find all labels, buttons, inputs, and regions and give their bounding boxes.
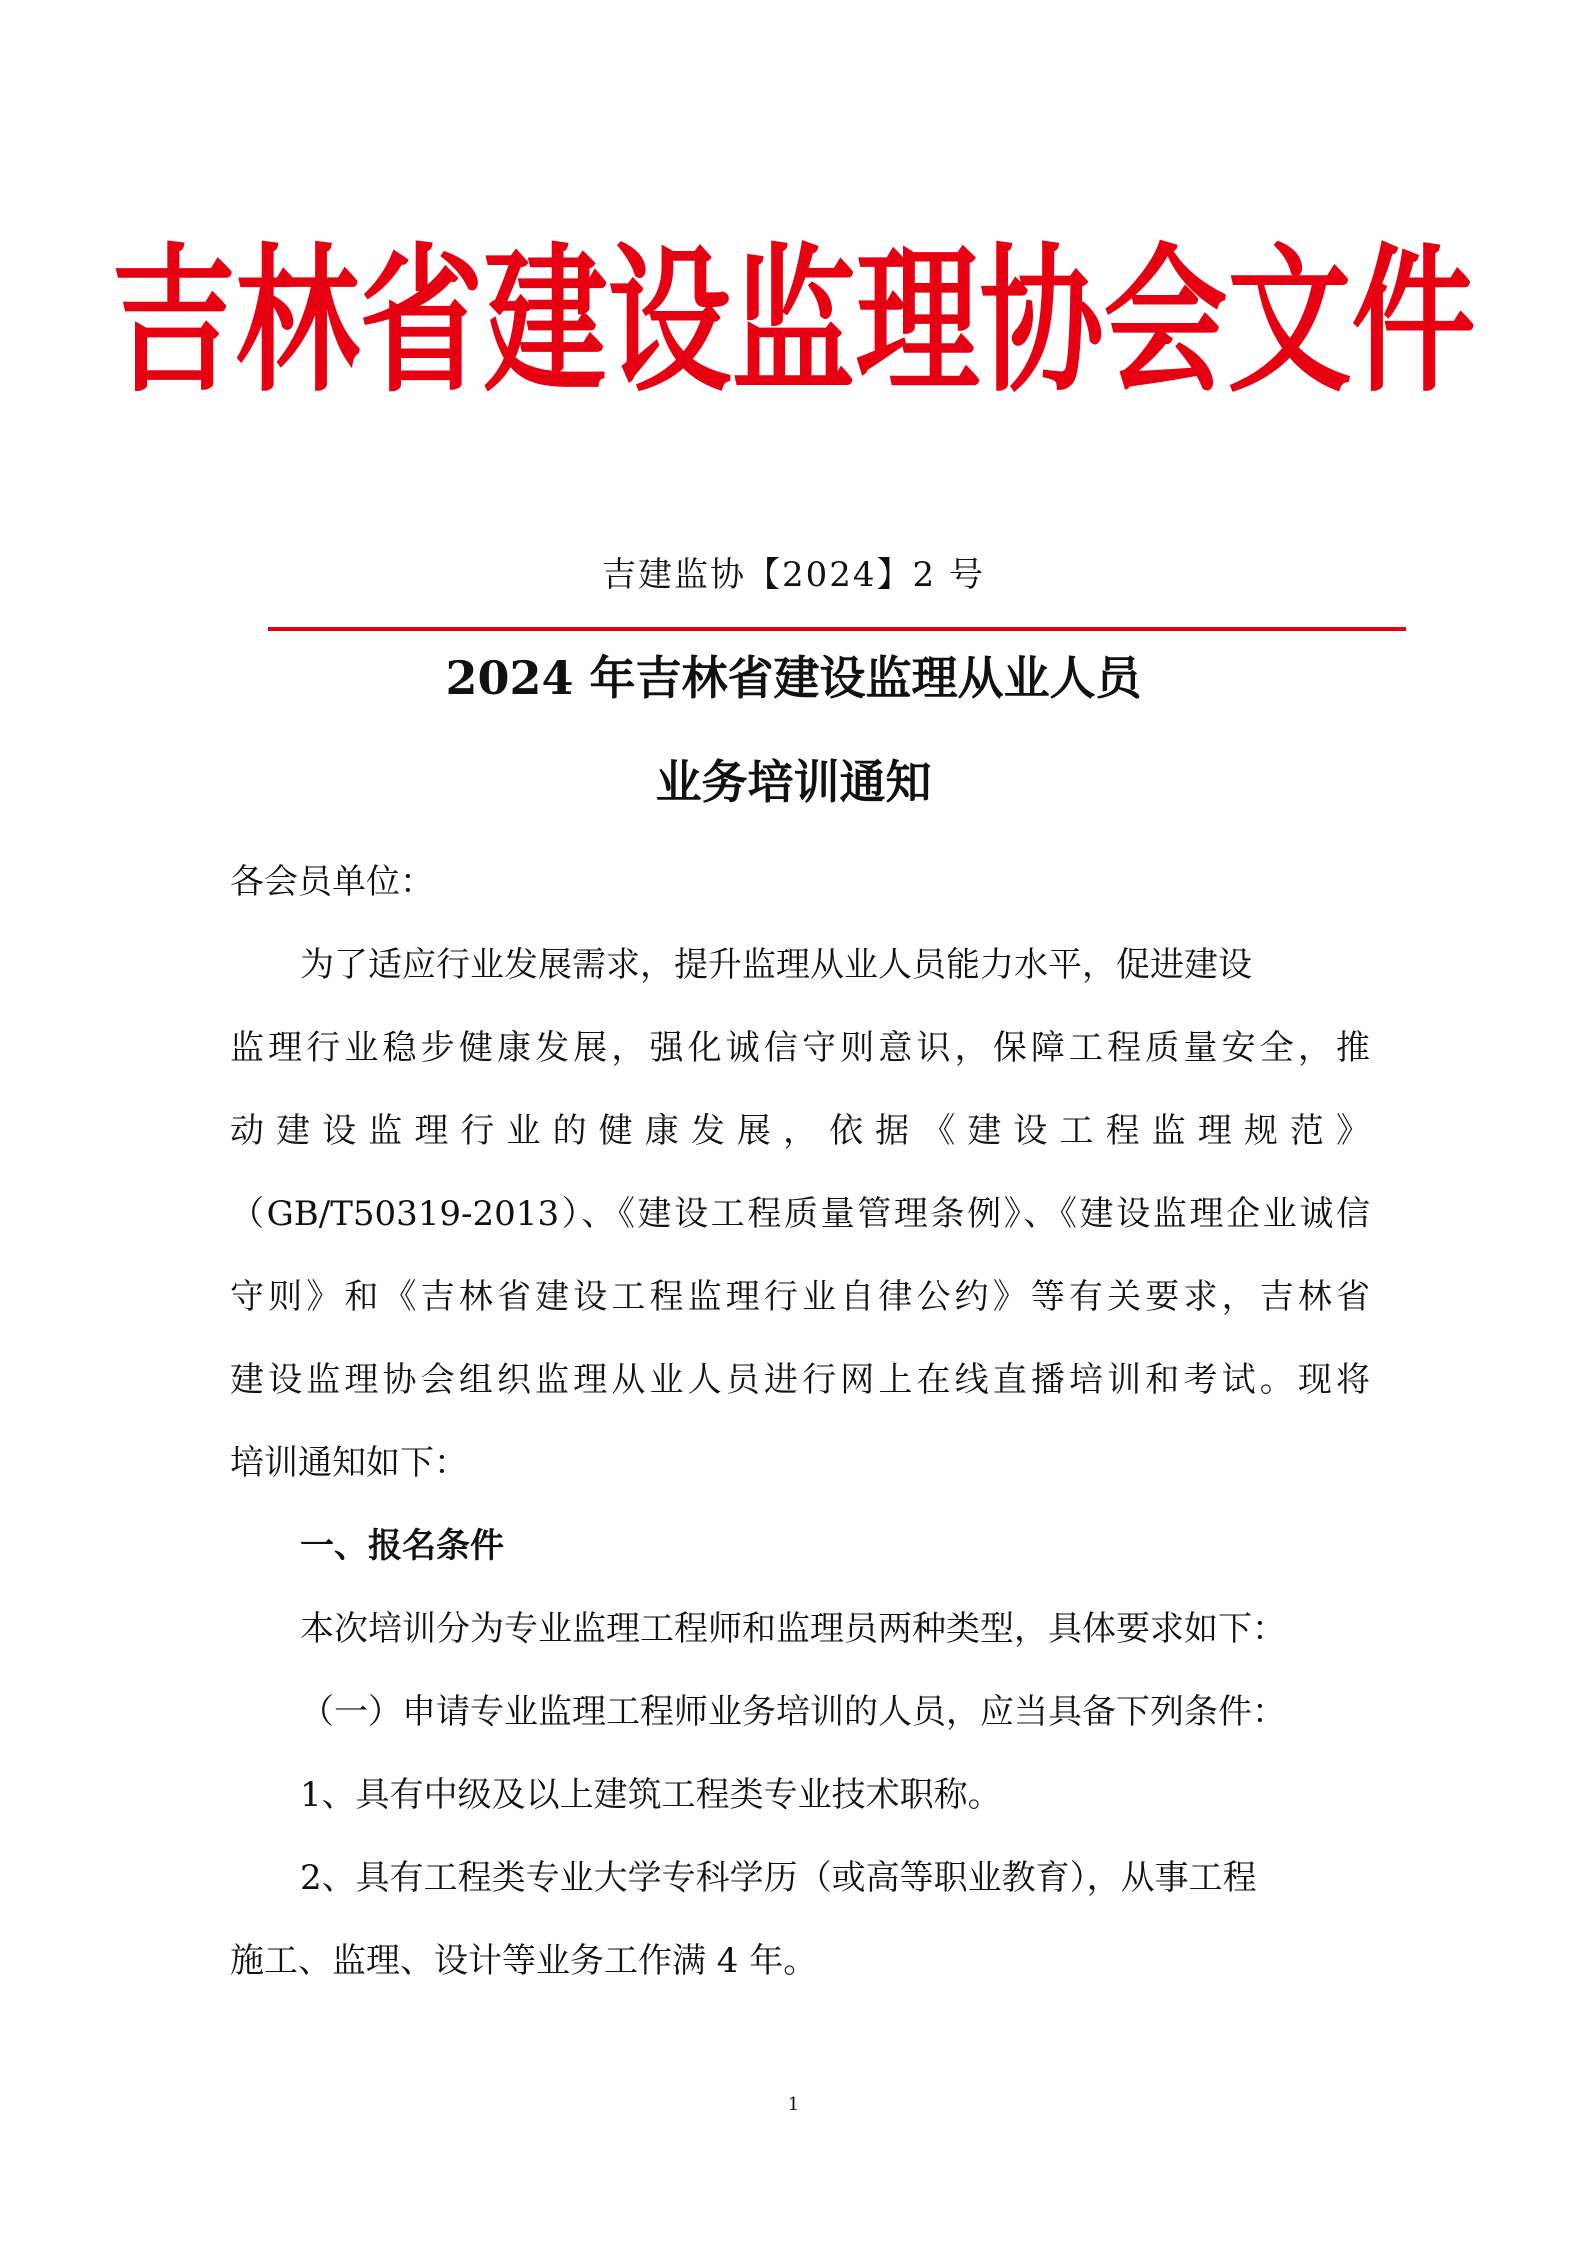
notice-title-line-2: 业务培训通知 — [655, 755, 932, 809]
section-intro: 本次培训分为专业监理工程师和监理员两种类型，具体要求如下： — [300, 1609, 1286, 1649]
intro-line-4: （GB/T50319-2013）、《建设工程质量管理条例》、《建设监理企业诚信 — [230, 1194, 1370, 1234]
intro-line-7: 培训通知如下： — [230, 1443, 468, 1483]
intro-line-1: 为了适应行业发展需求，提升监理从业人员能力水平，促进建设 — [300, 945, 1252, 985]
condition-item-2-line-1: 2、具有工程类专业大学专科学历（或高等职业教育），从事工程 — [300, 1858, 1257, 1898]
notice-title-line-1: 2024 年吉林省建设监理从业人员 — [445, 651, 1142, 705]
red-divider-rule — [268, 627, 1406, 631]
condition-item-2-line-2: 施工、监理、设计等业务工作满 4 年。 — [230, 1941, 818, 1981]
intro-line-6: 建设监理协会组织监理从业人员进行网上在线直播培训和考试。现将 — [230, 1360, 1370, 1400]
document-number: 吉建监协【2024】2 号 — [602, 555, 985, 595]
condition-item-1: 1、具有中级及以上建筑工程类专业技术职称。 — [300, 1775, 1002, 1815]
salutation: 各会员单位： — [230, 862, 434, 902]
page-number: 1 — [787, 2094, 800, 2115]
intro-line-3: 动建设监理行业的健康发展，依据《建设工程监理规范》 — [230, 1111, 1370, 1151]
intro-line-2: 监理行业稳步健康发展，强化诚信守则意识，保障工程质量安全，推 — [230, 1028, 1370, 1068]
masthead-title: 吉林省建设监理协会文件 — [111, 230, 1476, 415]
section-heading-registration: 一、报名条件 — [300, 1526, 504, 1566]
intro-line-5: 守则》和《吉林省建设工程监理行业自律公约》等有关要求，吉林省 — [230, 1277, 1370, 1317]
subsection-heading: （一）申请专业监理工程师业务培训的人员，应当具备下列条件： — [300, 1692, 1286, 1732]
